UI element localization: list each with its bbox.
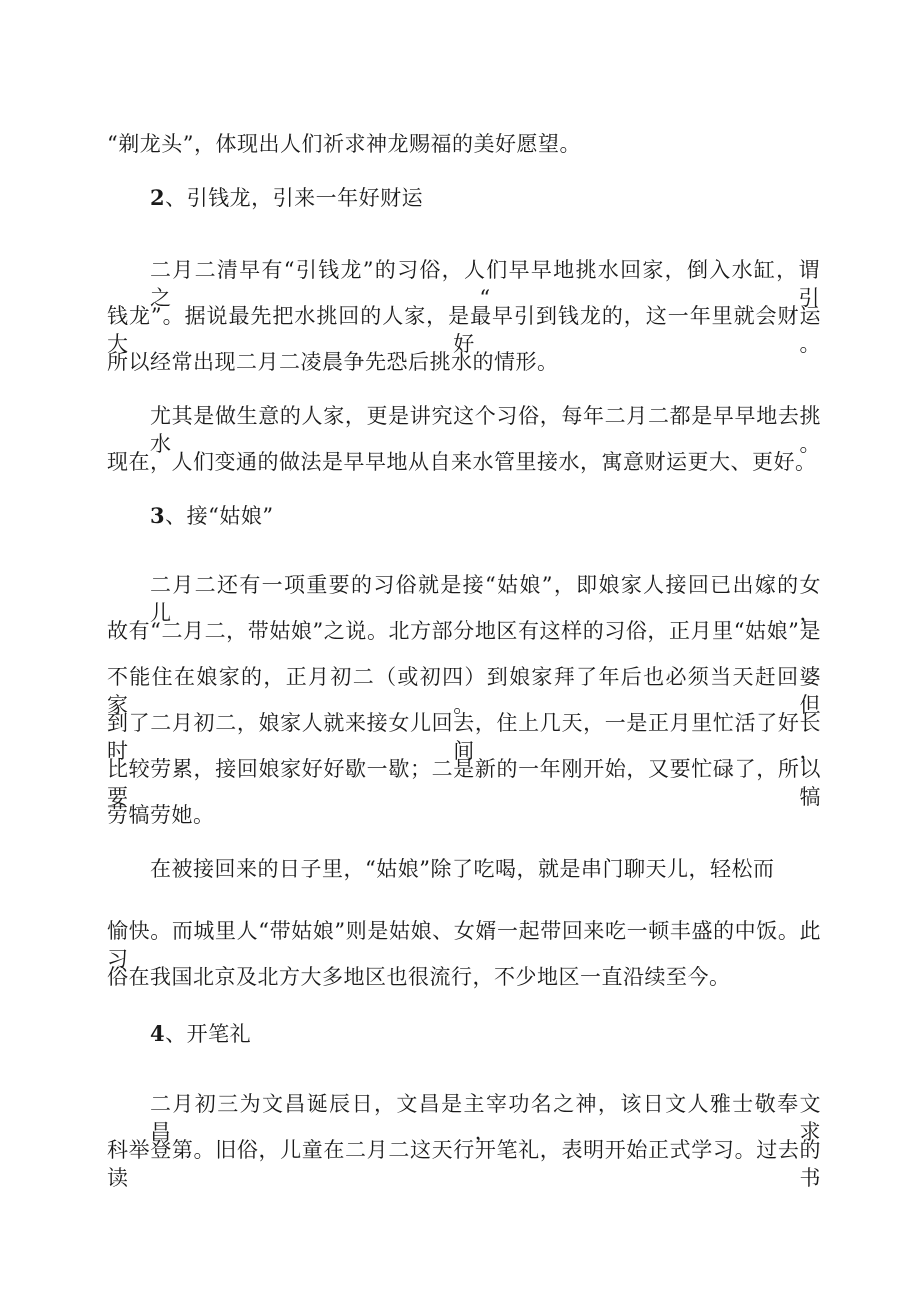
paragraph-line: 故有“二月二，带姑娘”之说。北方部分地区有这样的习俗，正月里“姑娘”是 — [107, 619, 821, 643]
heading-number: 4 — [150, 1021, 166, 1046]
paragraph-line: 现在，人们变通的做法是早早地从自来水管里接水，寓意财运更大、更好。 — [107, 450, 817, 474]
paragraph-line: 不能住在娘家的，正月初二（或初四）到娘家拜了年后也必须当天赶回婆家。但 — [107, 665, 821, 717]
paragraph-line: 比较劳累，接回娘家好好歇一歇；二是新的一年刚开始，又要忙碌了，所以要犒 — [107, 757, 821, 809]
paragraph-line: 俗在我国北京及北方大多地区也很流行，不少地区一直沿续至今。 — [107, 965, 731, 989]
paragraph-line: 所以经常出现二月二凌晨争先恐后挑水的情形。 — [107, 350, 559, 374]
section-heading-4 — [150, 1020, 251, 1048]
paragraph-line: 二月二还有一项重要的习俗就是接“姑娘”，即娘家人接回已出嫁的女儿， — [150, 573, 821, 625]
paragraph-line: 在被接回来的日子里，“姑娘”除了吃喝，就是串门聊天儿，轻松而 — [150, 857, 775, 881]
heading-number: 3 — [150, 503, 166, 528]
paragraph-line: 二月二清早有“引钱龙”的习俗，人们早早地挑水回家，倒入水缸，谓之“引 — [150, 258, 820, 310]
paragraph-line: 科举登第。旧俗，儿童在二月二这天行开笔礼，表明开始正式学习。过去的读书 — [107, 1138, 821, 1190]
heading-text: 、开笔礼 — [165, 1022, 252, 1046]
heading-text: 、接“姑娘” — [165, 504, 274, 528]
paragraph-line: 愉快。而城里人“带姑娘”则是姑娘、女婿一起带回来吃一顿丰盛的中饭。此习 — [107, 919, 821, 971]
paragraph-line: 劳犒劳她。 — [107, 803, 215, 827]
heading-number: 2 — [150, 185, 166, 210]
heading-text: 、引钱龙，引来一年好财运 — [165, 186, 424, 210]
paragraph-line: 钱龙”。据说最先把水挑回的人家，是最早引到钱龙的，这一年里就会财运大好。 — [107, 304, 821, 356]
paragraph-line: 二月初三为文昌诞辰日，文昌是主宰功名之神，该日文人雅士敬奉文昌，求 — [150, 1092, 821, 1144]
paragraph-line: “剃龙头”，体现出人们祈求神龙赐福的美好愿望。 — [107, 132, 581, 156]
paragraph-line: 尤其是做生意的人家，更是讲究这个习俗，每年二月二都是早早地去挑水。 — [150, 404, 821, 456]
section-heading-3 — [150, 502, 274, 530]
section-heading-2 — [150, 184, 423, 212]
paragraph-line: 到了二月初二，娘家人就来接女儿回去，住上几天，一是正月里忙活了好长时间， — [107, 711, 821, 763]
